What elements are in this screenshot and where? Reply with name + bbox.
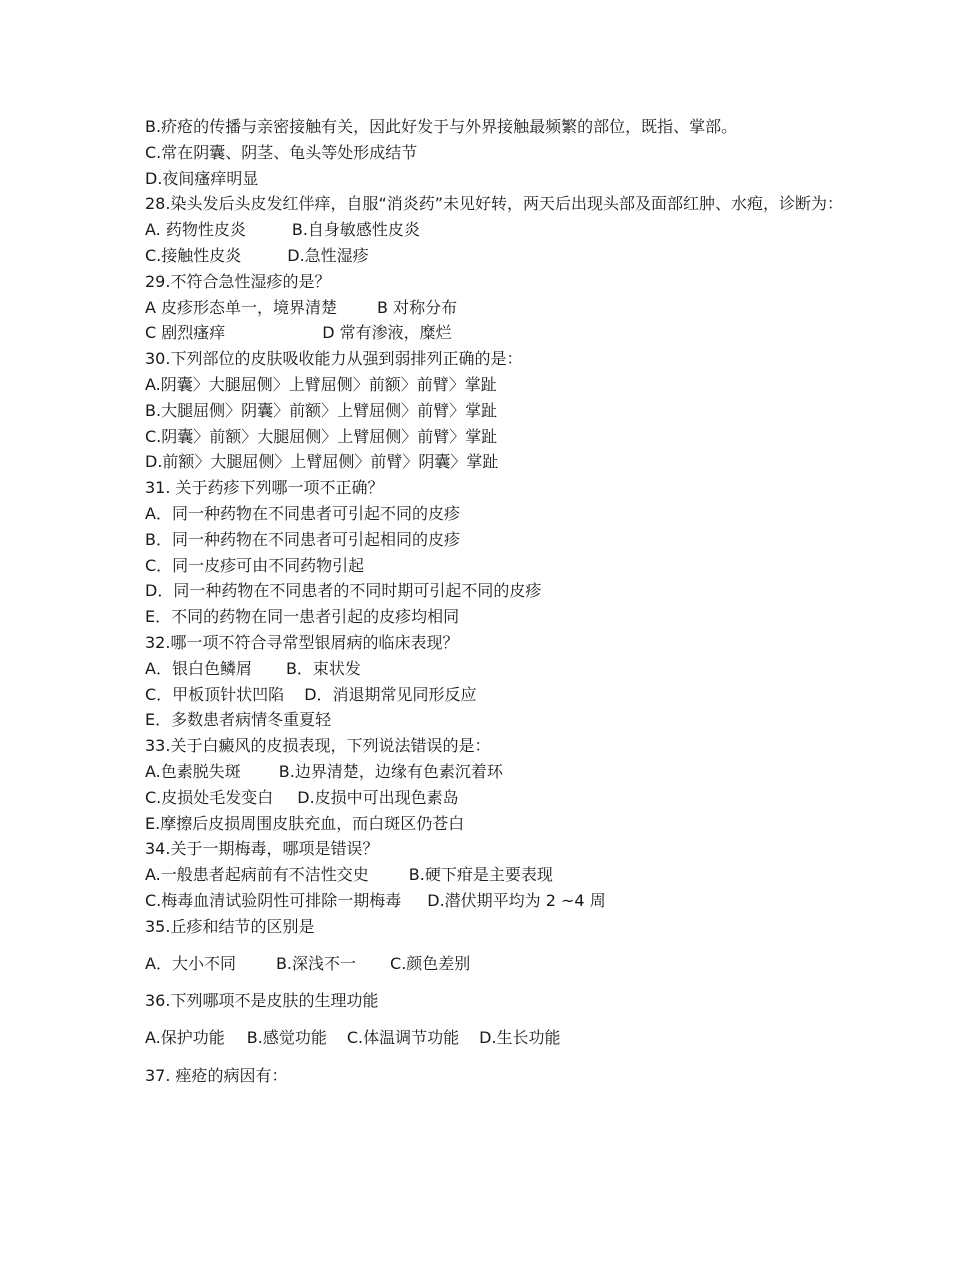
question-35-options [145, 951, 845, 977]
q34-option-a: A.一般患者起病前有不洁性交史 [145, 865, 369, 885]
question-28-options-ab [145, 217, 845, 243]
question-33: 33.关于白癜风的皮损表现，下列说法错误的是： [145, 736, 491, 756]
question-36: 36.下列哪项不是皮肤的生理功能 [145, 991, 379, 1011]
option-d-scabies-itch: D.夜间瘙痒明显 [145, 168, 259, 188]
q29-option-a: A 皮疹形态单一，境界清楚 [145, 297, 338, 317]
q30-option-a: A.阴囊〉大腿屈侧〉上臂屈侧〉前额〉前臂〉掌趾 [145, 374, 497, 394]
question-35: 35.丘疹和结节的区别是 [145, 916, 315, 936]
q35-option-c: C.颜色差别 [390, 953, 471, 973]
question-33-options-cd [145, 785, 845, 811]
q33-option-a: A.色素脱失斑 [145, 761, 241, 781]
q30-option-b: B.大腿屈侧〉阴囊〉前额〉上臂屈侧〉前臂〉掌趾 [145, 400, 498, 420]
question-30: 30.下列部位的皮肤吸收能力从强到弱排列正确的是： [145, 349, 523, 369]
q32-option-b: B．束状发 [285, 658, 361, 678]
q31-option-c: C．同一皮疹可由不同药物引起 [145, 555, 365, 575]
q36-option-d: D.生长功能 [479, 1028, 561, 1048]
q36-option-a: A.保护功能 [145, 1028, 225, 1048]
option-c-scabies-nodule: C.常在阴囊、阴茎、龟头等处形成结节 [145, 142, 418, 162]
question-32-options-cd [145, 682, 845, 708]
q29-option-b: B 对称分布 [377, 297, 458, 317]
question-34-options-cd [145, 888, 845, 914]
q30-option-d: D.前额〉大腿屈侧〉上臂屈侧〉前臂〉阴囊〉掌趾 [145, 452, 499, 472]
q29-option-d: D 常有渗液，糜烂 [322, 323, 452, 343]
q32-option-e: E．多数患者病情冬重夏轻 [145, 710, 332, 730]
q34-option-c: C.梅毒血清试验阴性可排除一期梅毒 [145, 890, 402, 910]
q35-option-a: A．大小不同 [145, 953, 236, 973]
question-32: 32.哪一项不符合寻常型银屑病的临床表现？ [145, 632, 459, 652]
question-29-options-cd [145, 320, 845, 346]
q36-option-b: B.感觉功能 [246, 1028, 327, 1048]
q33-option-b: B.边界清楚，边缘有色素沉着环 [278, 761, 503, 781]
q28-option-c: C.接触性皮炎 [145, 245, 242, 265]
q28-option-d: D.急性湿疹 [287, 245, 369, 265]
q33-option-d: D.皮损中可出现色素岛 [297, 787, 459, 807]
question-29: 29.不符合急性湿疹的是？ [145, 271, 331, 291]
question-32-options-ab [145, 656, 845, 682]
q28-option-a: A. 药物性皮炎 [145, 220, 246, 240]
q31-option-e: E．不同的药物在同一患者引起的皮疹均相同 [145, 607, 460, 627]
q32-option-a: A．银白色鳞屑 [145, 658, 252, 678]
question-31: 31. 关于药疹下列哪一项不正确？ [145, 478, 384, 498]
q33-option-e: E.摩擦后皮损周围皮肤充血，而白斑区仍苍白 [145, 813, 465, 833]
q30-option-c: C.阴囊〉前额〉大腿屈侧〉上臂屈侧〉前臂〉掌趾 [145, 426, 498, 446]
q33-option-c: C.皮损处毛发变白 [145, 787, 274, 807]
q34-option-d: D.潜伏期平均为 2 ~4 周 [427, 890, 606, 910]
option-b-scabies-spread: B.疥疮的传播与亲密接触有关，因此好发于与外界接触最频繁的部位，既指、掌部。 [145, 117, 738, 136]
question-34: 34.关于一期梅毒，哪项是错误？ [145, 839, 379, 859]
q31-option-a: A．同一种药物在不同患者可引起不同的皮疹 [145, 503, 460, 523]
question-36-options [145, 1025, 845, 1051]
question-28: 28.染头发后头皮发红伴痒，自服“消炎药”未见好转，两天后出现头部及面部红肿、水疱，诊断为： [145, 194, 844, 214]
q36-option-c: C.体温调节功能 [346, 1028, 460, 1048]
question-37: 37. 痤疮的病因有： [145, 1065, 288, 1085]
question-list [145, 114, 845, 1089]
q34-option-b: B.硬下疳是主要表现 [408, 865, 553, 885]
q32-option-c: C．甲板顶针状凹陷 [145, 684, 285, 704]
q32-option-d: D．消退期常见同形反应 [304, 684, 477, 704]
question-33-options-ab [145, 759, 845, 785]
q31-option-b: B．同一种药物在不同患者可引起相同的皮疹 [145, 529, 460, 549]
question-28-options-cd [145, 243, 845, 269]
q31-option-d: D．同一种药物在不同患者的不同时期可引起不同的皮疹 [145, 581, 542, 601]
question-29-options-ab [145, 295, 845, 321]
question-34-options-ab [145, 862, 845, 888]
q35-option-b: B.深浅不一 [275, 953, 357, 973]
q29-option-c: C 剧烈瘙痒 [145, 323, 226, 343]
q28-option-b: B.自身敏感性皮炎 [291, 220, 420, 240]
